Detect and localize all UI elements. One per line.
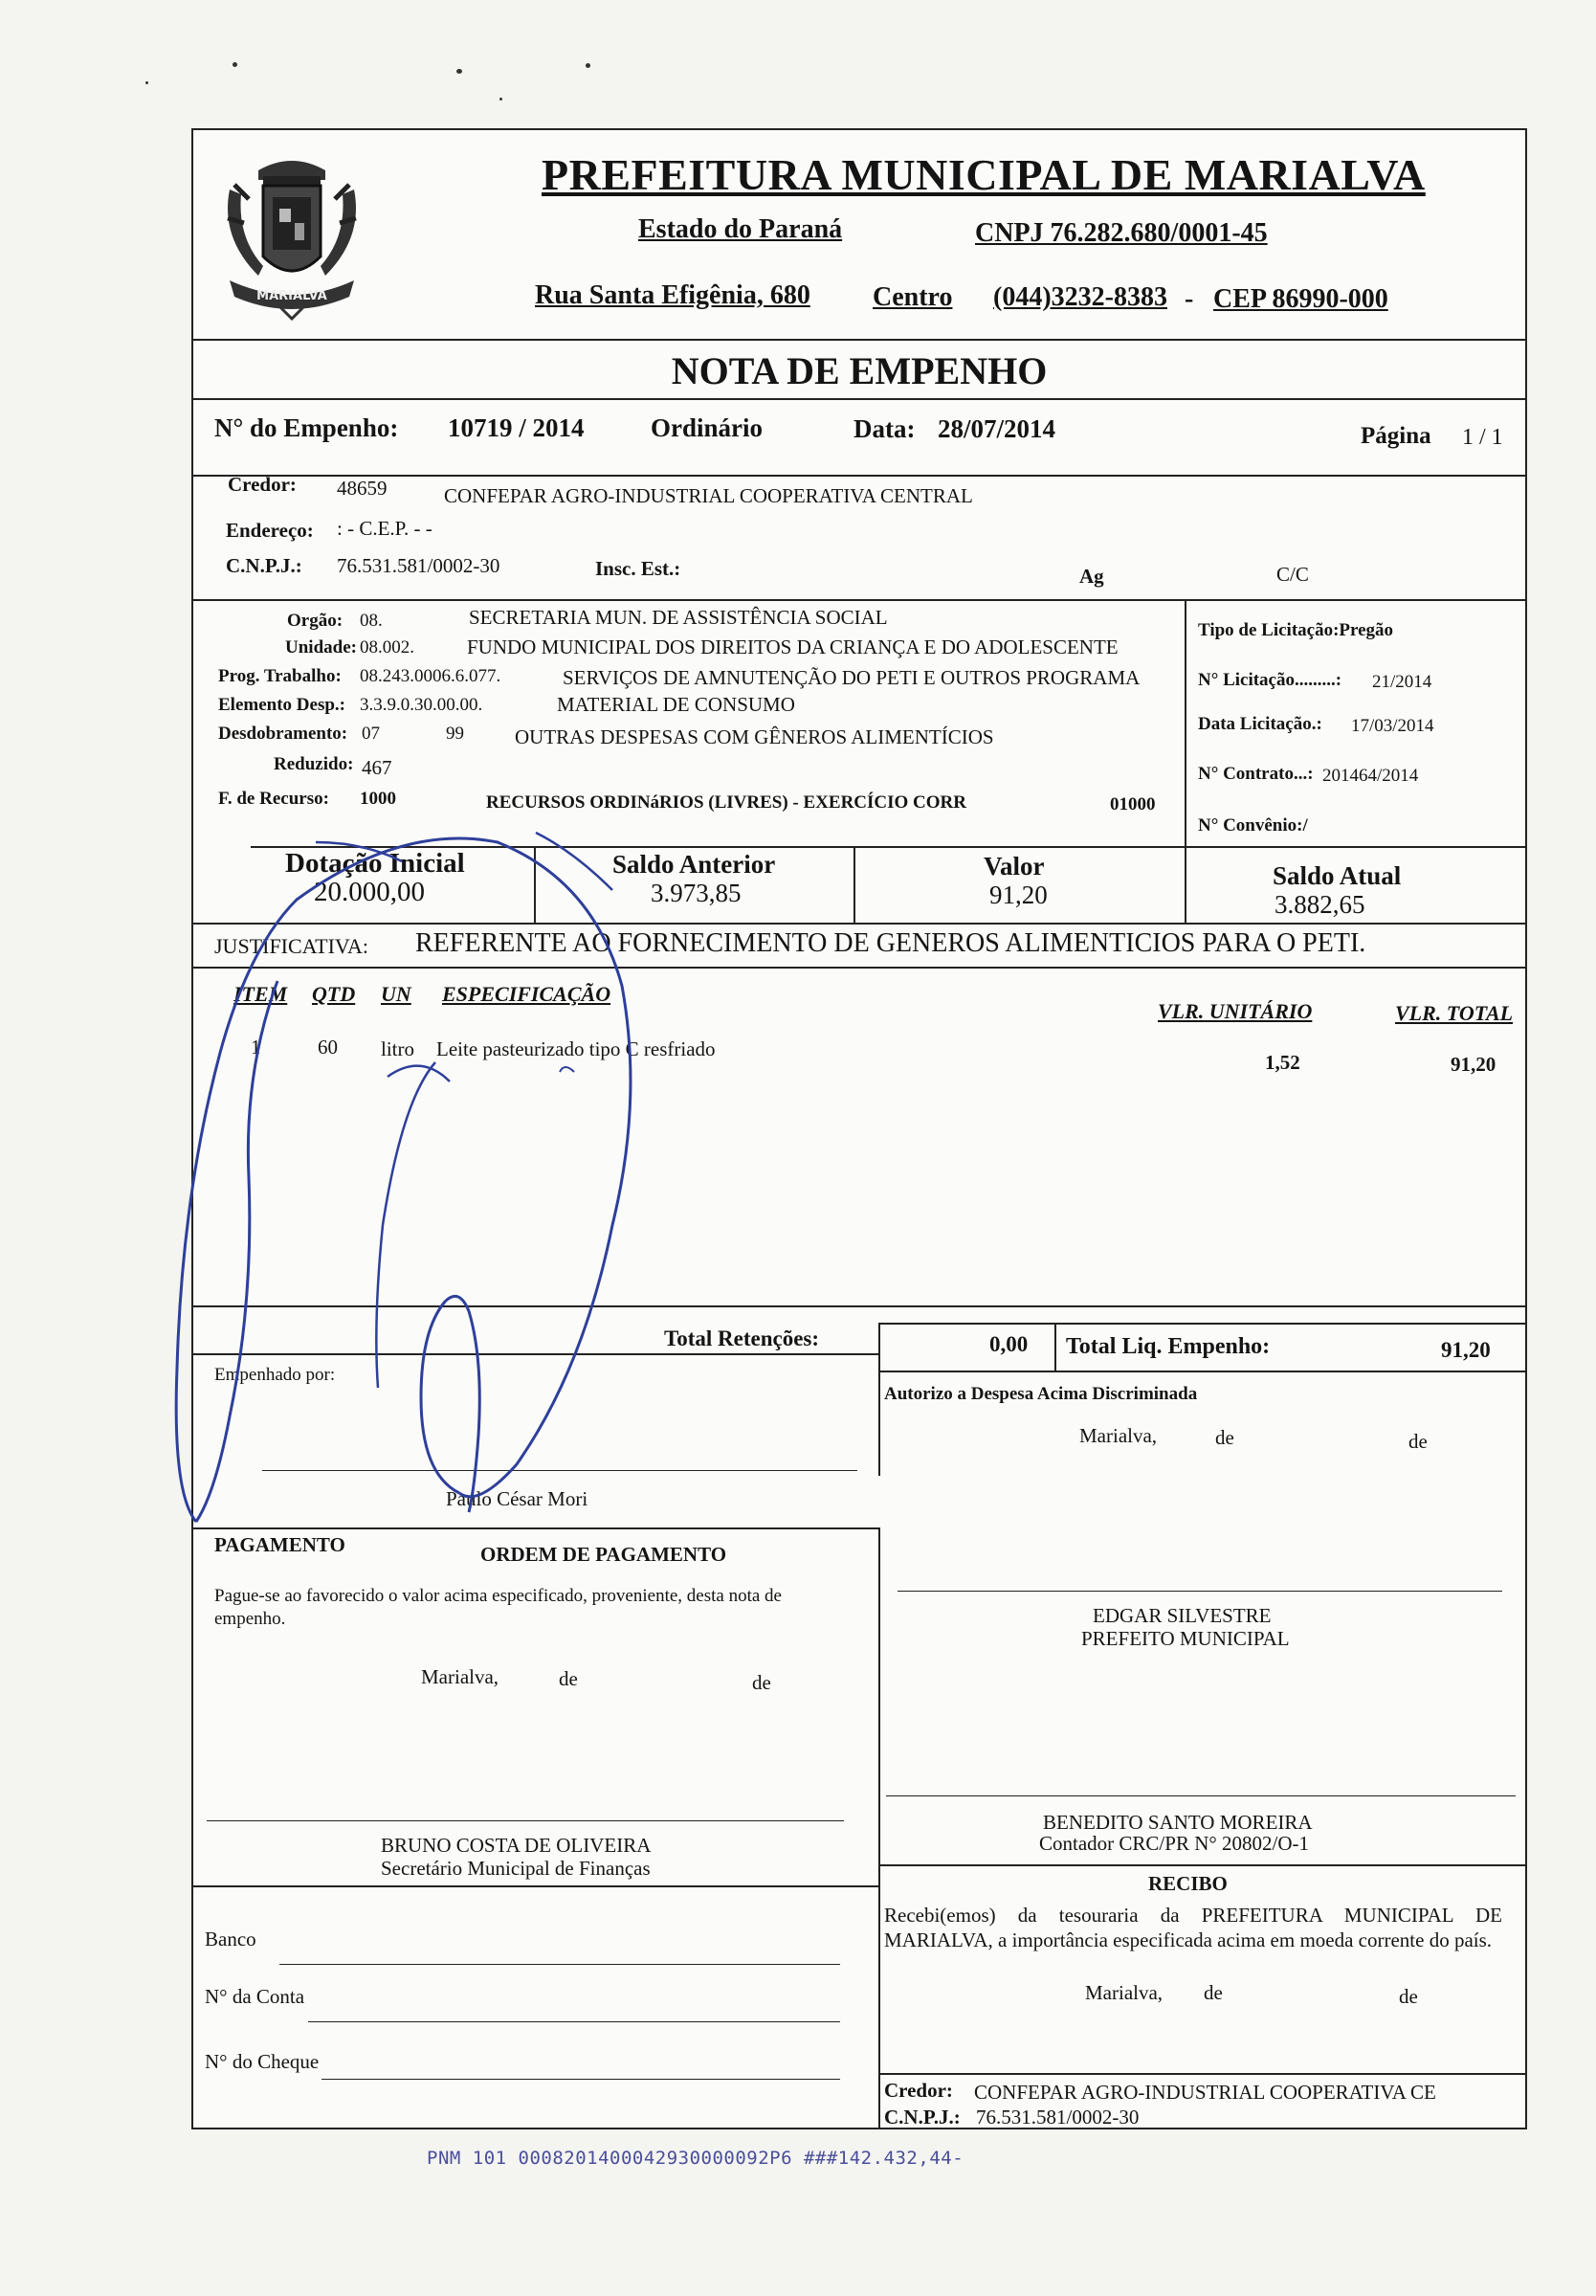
recibo-de: de bbox=[1399, 1985, 1418, 2008]
unidade-code: 08.002. bbox=[360, 637, 414, 658]
row-total: 91,20 bbox=[1451, 1053, 1496, 1076]
page-number: 1 / 1 bbox=[1462, 425, 1503, 450]
justificativa-label: JUSTIFICATIVA: bbox=[214, 934, 368, 958]
pagamento-text: Pague-se ao favorecido o valor acima especificado, proveniente, desta nota de empenho. bbox=[214, 1586, 782, 1629]
prefeito-role: PREFEITO MUNICIPAL bbox=[1081, 1627, 1290, 1650]
credor-name: CONFEPAR AGRO-INDUSTRIAL COOPERATIVA CENTRAL bbox=[444, 484, 973, 507]
prog-trabalho-label: Prog. Trabalho: bbox=[218, 666, 342, 686]
total-retencoes-value: 0,00 bbox=[989, 1332, 1029, 1356]
agencia-label: Ag bbox=[1079, 565, 1104, 588]
column-header-un: UN bbox=[381, 982, 411, 1006]
saldo-atual-label: Saldo Atual bbox=[1273, 861, 1402, 890]
bank-authentication-code: PNM 101 0008201400042930000092P6 ###142.432,44- bbox=[427, 2148, 964, 2169]
credor-cnpj-label: C.N.P.J.: bbox=[226, 554, 302, 577]
orgao-description: SECRETARIA MUN. DE ASSISTÊNCIA SOCIAL bbox=[469, 606, 888, 629]
autorizo-de: de bbox=[1408, 1430, 1428, 1453]
pagamento-de: de bbox=[559, 1667, 578, 1690]
column-header-especificacao: ESPECIFICAÇÃO bbox=[442, 982, 611, 1006]
desdobramento-description: OUTRAS DESPESAS COM GÊNEROS ALIMENTÍCIOS bbox=[515, 725, 994, 748]
phone-number: (044)3232-8383 bbox=[993, 282, 1167, 312]
autorizo-city: Marialva, bbox=[1079, 1424, 1158, 1447]
valor-label: Valor bbox=[984, 852, 1045, 881]
pagamento-label: PAGAMENTO bbox=[214, 1533, 345, 1556]
empenho-date-label: Data: bbox=[853, 414, 916, 443]
orgao-label: Orgão: bbox=[287, 611, 344, 631]
row-un: litro bbox=[381, 1037, 414, 1060]
recibo-credor-label: Credor: bbox=[884, 2079, 953, 2102]
cep: CEP 86990-000 bbox=[1213, 284, 1388, 314]
fonte-recurso-label: F. de Recurso: bbox=[218, 789, 329, 809]
total-liquido-label: Total Liq. Empenho: bbox=[1066, 1334, 1271, 1359]
desdobramento-label: Desdobramento: bbox=[218, 724, 348, 744]
credor-code: 48659 bbox=[337, 477, 388, 500]
insc-est-label: Insc. Est.: bbox=[595, 557, 681, 580]
prog-trabalho-code: 08.243.0006.6.077. bbox=[360, 666, 501, 686]
credor-label: Credor: bbox=[228, 473, 297, 496]
prefeitura-cnpj: CNPJ 76.282.680/0001-45 bbox=[975, 218, 1268, 248]
contrato-label: N° Contrato...: bbox=[1198, 764, 1314, 784]
unidade-description: FUNDO MUNICIPAL DOS DIREITOS DA CRIANÇA E DO ADOLESCENTE bbox=[467, 635, 1119, 658]
autorizo-de: de bbox=[1215, 1426, 1234, 1449]
recibo-city: Marialva, bbox=[1085, 1981, 1164, 2004]
credor-address: : - C.E.P. - - bbox=[337, 517, 432, 540]
justificativa-text: REFERENTE AO FORNECIMENTO DE GENEROS ALIMENTICIOS PARA O PETI. bbox=[415, 928, 1366, 958]
reduzido-value: 467 bbox=[362, 756, 392, 779]
fonte-recurso-code: 1000 bbox=[360, 789, 396, 809]
endereco-label: Endereço: bbox=[226, 519, 314, 542]
recibo-cnpj-label: C.N.P.J.: bbox=[884, 2106, 961, 2129]
svg-text:MARIALVA: MARIALVA bbox=[256, 289, 327, 303]
prefeito-name: EDGAR SILVESTRE bbox=[1093, 1604, 1272, 1627]
reduzido-label: Reduzido: bbox=[274, 754, 354, 774]
prog-trabalho-description: SERVIÇOS DE AMNUTENÇÃO DO PETI E OUTROS PROGRAMA bbox=[563, 666, 1141, 689]
empenho-number: 10719 / 2014 bbox=[448, 413, 585, 442]
saldo-anterior-value: 3.973,85 bbox=[651, 879, 742, 907]
valor-value: 91,20 bbox=[989, 881, 1048, 909]
page-title: PREFEITURA MUNICIPAL DE MARIALVA bbox=[542, 150, 1426, 199]
conta-corrente-label: C/C bbox=[1276, 563, 1309, 586]
recibo-credor: CONFEPAR AGRO-INDUSTRIAL COOPERATIVA CE bbox=[974, 2081, 1436, 2104]
banco-label: Banco bbox=[205, 1928, 256, 1950]
saldo-atual-value: 3.882,65 bbox=[1275, 890, 1365, 919]
document-title: NOTA DE EMPENHO bbox=[671, 349, 1048, 392]
orgao-code: 08. bbox=[360, 611, 383, 631]
unidade-label: Unidade: bbox=[285, 637, 357, 658]
row-item: 1 bbox=[251, 1036, 261, 1059]
credor-cnpj: 76.531.581/0002-30 bbox=[337, 554, 500, 577]
total-retencoes-label: Total Retenções: bbox=[664, 1326, 820, 1350]
column-header-unit-price: VLR. UNITÁRIO bbox=[1158, 999, 1313, 1023]
desdobramento-number: 99 bbox=[446, 724, 464, 744]
street-address: Rua Santa Efigênia, 680 bbox=[535, 280, 810, 310]
empenho-date: 28/07/2014 bbox=[938, 414, 1056, 443]
fonte-recurso-description: RECURSOS ORDINáRIOS (LIVRES) - EXERCÍCIO CORR bbox=[486, 792, 966, 813]
contrato-number: 201464/2014 bbox=[1322, 766, 1419, 786]
recibo-title: RECIBO bbox=[1148, 1872, 1228, 1895]
dotacao-inicial-value: 20.000,00 bbox=[314, 877, 425, 907]
contador-role: Contador CRC/PR N° 20802/O-1 bbox=[1039, 1832, 1310, 1855]
column-header-item: ITEM bbox=[233, 982, 288, 1006]
elemento-despesa-description: MATERIAL DE CONSUMO bbox=[557, 693, 795, 716]
row-unit-price: 1,52 bbox=[1265, 1051, 1300, 1074]
secretario-name: BRUNO COSTA DE OLIVEIRA bbox=[381, 1834, 652, 1857]
licitacao-date-label: Data Licitação.: bbox=[1198, 714, 1322, 734]
licitacao-number: 21/2014 bbox=[1372, 672, 1432, 692]
pagamento-de: de bbox=[752, 1671, 771, 1694]
empenho-number-label: N° do Empenho: bbox=[214, 413, 399, 442]
empenho-type: Ordinário bbox=[651, 413, 764, 442]
total-liquido-value: 91,20 bbox=[1441, 1338, 1491, 1362]
row-especificacao: Leite pasteurizado tipo C resfriado bbox=[436, 1037, 716, 1060]
row-qtd: 60 bbox=[318, 1036, 338, 1059]
district: Centro bbox=[873, 282, 953, 312]
column-header-total: VLR. TOTAL bbox=[1395, 1001, 1514, 1025]
page-label: Página bbox=[1361, 423, 1431, 449]
secretario-role: Secretário Municipal de Finanças bbox=[381, 1857, 651, 1880]
saldo-anterior-label: Saldo Anterior bbox=[612, 850, 776, 879]
licitacao-number-label: N° Licitação.........: bbox=[1198, 670, 1342, 690]
recibo-cnpj: 76.531.581/0002-30 bbox=[976, 2106, 1140, 2129]
contador-name: BENEDITO SANTO MOREIRA bbox=[1043, 1811, 1313, 1834]
desdobramento-code: 07 bbox=[362, 724, 380, 744]
cheque-label: N° do Cheque bbox=[205, 2050, 320, 2073]
separator-dash: - bbox=[1185, 284, 1194, 314]
fonte-recurso-number: 01000 bbox=[1110, 794, 1156, 814]
empenhado-signer: Paulo César Mori bbox=[446, 1487, 588, 1510]
ordem-pagamento-title: ORDEM DE PAGAMENTO bbox=[480, 1543, 727, 1566]
column-header-qtd: QTD bbox=[312, 982, 356, 1006]
pagamento-city: Marialva, bbox=[421, 1665, 499, 1688]
recibo-text: Recebi(emos) da tesouraria da PREFEITURA MUNICIPAL DE MARIALVA, a importância especificada acima em moeda corrente do país. bbox=[884, 1904, 1502, 1951]
conta-label: N° da Conta bbox=[205, 1985, 305, 2008]
empenhado-por-label: Empenhado por: bbox=[214, 1365, 336, 1385]
state-name: Estado do Paraná bbox=[638, 214, 843, 244]
licitacao-date: 17/03/2014 bbox=[1351, 716, 1434, 736]
elemento-despesa-label: Elemento Desp.: bbox=[218, 695, 345, 715]
convenio: N° Convênio:/ bbox=[1198, 815, 1308, 836]
tipo-licitacao: Tipo de Licitação:Pregão bbox=[1198, 620, 1394, 640]
recibo-de: de bbox=[1204, 1981, 1223, 2004]
elemento-despesa-code: 3.3.9.0.30.00.00. bbox=[360, 695, 483, 715]
autorizo-title: Autorizo a Despesa Acima Discriminada bbox=[884, 1384, 1198, 1404]
dotacao-inicial-label: Dotação Inicial bbox=[285, 848, 465, 879]
